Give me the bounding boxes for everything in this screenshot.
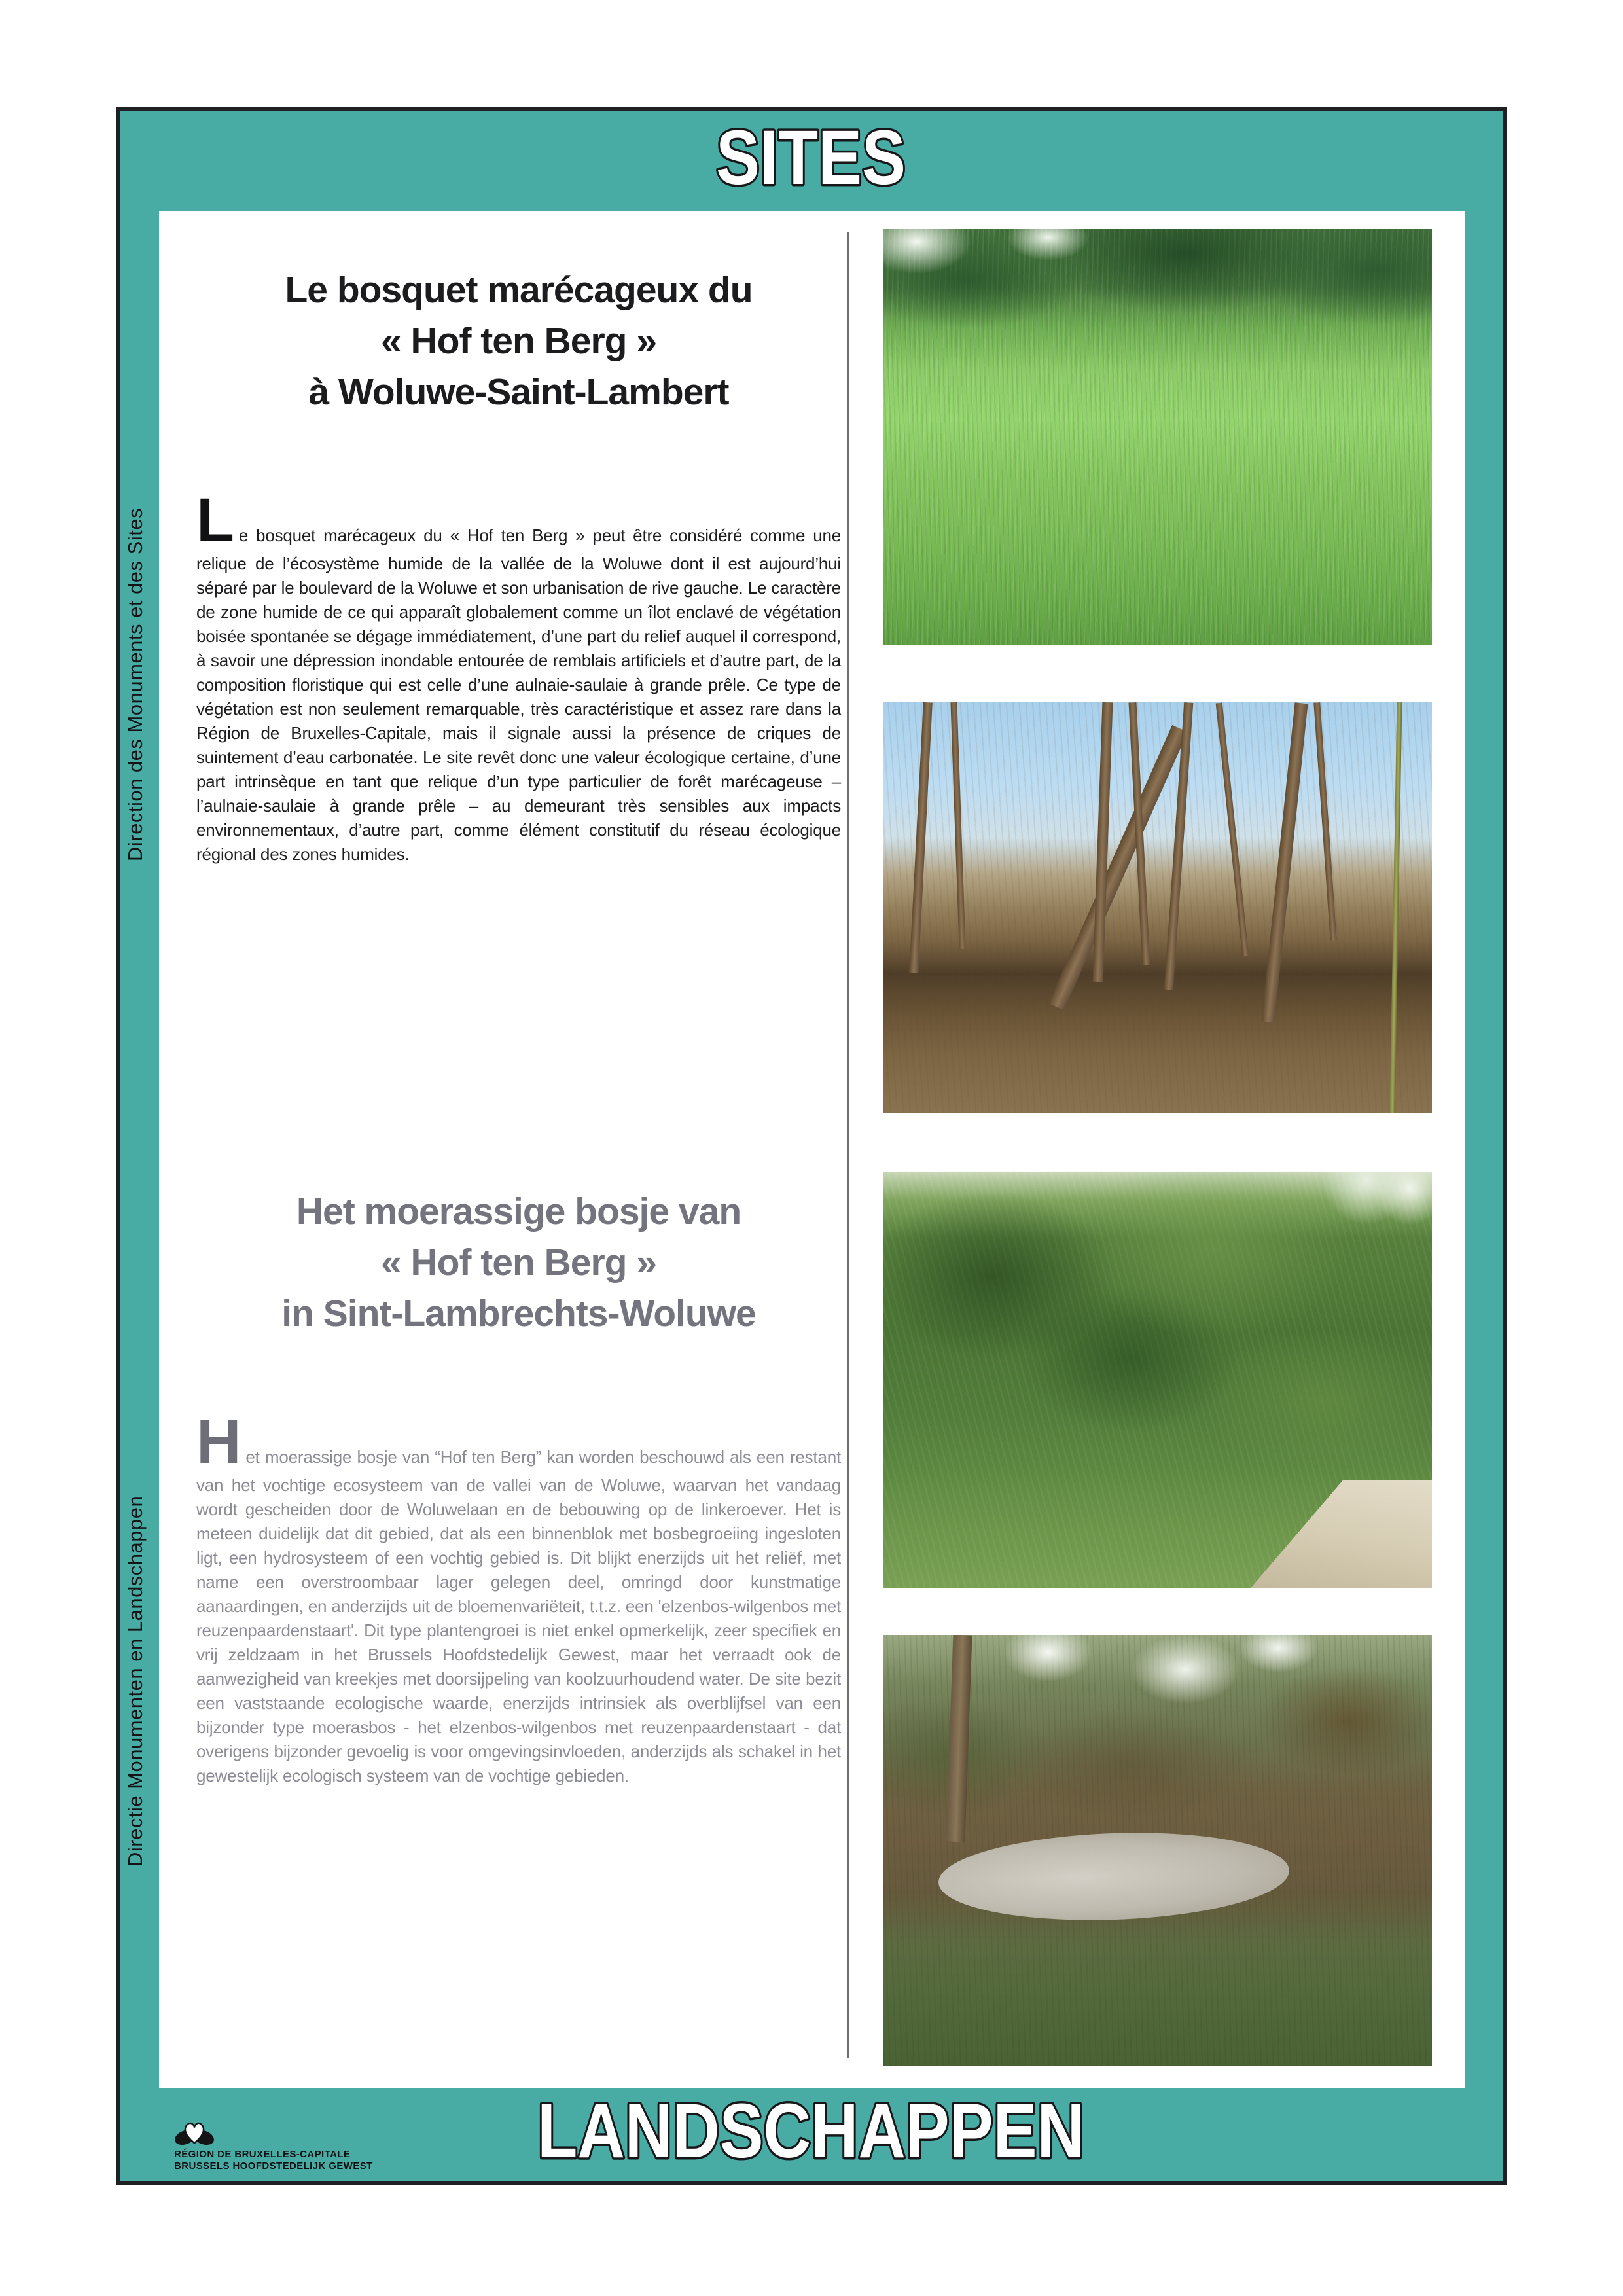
french-body-text: e bosquet marécageux du « Hof ten Berg » peut être considéré comme une relique de l’écosystème humide de la vallée de la Woluwe dont il est aujourd’hui séparé par le boulevard de la Woluwe et son urbanisation de rive gauche. Le caractère de zone humide de ce qui apparaît globalement comme un îlot enclavé de végétation boisée spontanée se dégage immédiatement, d’une part du relief auquel il correspond, à savoir une dépression inondable entourée de remblais artificiels et d’autre part, de la composition floristique qui est celle d’une aulnaie-saulaie à grande prêle. Ce type de végétation est non seulement remarquable, très caractéristique et assez rare dans la Région de Bruxelles-Capitale, mais il signale aussi la présence de criques de suintement d’eau carbonatée. Le site revêt donc une valeur écologique certaine, d’une part intrinsèque en tant que relique d’un type particulier de forêt marécageuse – l’aulnaie-saulaie à grande prêle – au demeurant très sensibles aux impacts environnementaux, d’autre part, comme élément constitutif du réseau écologique régional des zones humides. xyxy=(196,526,841,864)
dutch-paragraph xyxy=(196,1407,841,1788)
dutch-dropcap: H xyxy=(196,1407,241,1477)
tree-trunk xyxy=(909,702,933,974)
dutch-title xyxy=(196,1186,841,1339)
tree-trunk xyxy=(1314,702,1337,941)
column-divider-line xyxy=(847,232,849,2058)
bottom-banner xyxy=(116,2089,1507,2183)
french-title-line1: Le bosquet marécageux du xyxy=(285,269,753,311)
top-banner-title: SITES xyxy=(716,115,906,201)
gravel-path xyxy=(1234,1480,1432,1588)
photo-winter-marsh xyxy=(883,702,1432,1113)
dutch-body-text: et moerassige bosje van “Hof ten Berg” kan worden beschouwd als een restant van het vochtige ecosysteem van de vallei van de Woluwe, waarvan het vandaag wordt gescheiden door de Woluwelaan en de bebouwing op de linkeroever. Het is meteen duidelijk dat dit gebied, dat als een binnenblok met bosbegroeiing ingesloten ligt, een hydrosysteem of een vochtig gebied is. Dit blijkt enerzijds uit het reliëf, met name een overstroombaar lager gelegen deel, omringd door kunstmatige aanaardingen, en anderzijds uit de bloemenvariëteit, t.t.z. een 'elzenbos-wilgenbos met reuzenpaardenstaart'. Dit type plantengroei is niet enkel opmerkelijk, zeer specifiek en vrij zeldzaam in het Brussels Hoofdstedelijk Gewest, maar het verraadt ook de aanwezigheid van kreekjes met doorsijpeling van koolzuurhoudend water. De site bezit een vaststaande ecologische waarde, enerzijds intrinsiek als overblijfsel van een bijzonder type moerasbos - het elzenbos-wilgenbos met reuzenpaardenstaart - dat overigens bijzonder gevoelig is voor omgevingsinvloeden, anderzijds als schakel in het gewestelijk ecologisch systeem van de vochtige gebieden. xyxy=(196,1447,841,1785)
dutch-title-line3: in Sint-Lambrechts-Woluwe xyxy=(281,1293,756,1335)
dutch-title-line1: Het moerassige bosje van xyxy=(296,1191,741,1232)
sidebar-label-french: Direction des Monuments et des Sites xyxy=(124,507,147,861)
bottom-banner-title: LANDSCHAPPEN xyxy=(537,2088,1084,2174)
sidebar-label-dutch: Directie Monumenten en Landschappen xyxy=(124,1495,147,1867)
logo-text-line1: RÉGION DE BRUXELLES-CAPITALE xyxy=(174,2149,351,2160)
tree-trunk xyxy=(950,702,965,949)
marsh-pool-water xyxy=(937,1827,1291,1925)
photo-horsetail-meadow xyxy=(883,229,1432,645)
logo-text-line2: BRUSSELS HOOFDSTEDELIJK GEWEST xyxy=(174,2161,373,2172)
tree-trunk xyxy=(946,1635,972,1842)
french-paragraph xyxy=(196,486,841,867)
french-title xyxy=(196,264,841,418)
tree-trunk xyxy=(1262,702,1308,1022)
photo-green-willows xyxy=(883,1172,1432,1588)
photo-marsh-pool xyxy=(883,1635,1432,2066)
dutch-title-line2: « Hof ten Berg » xyxy=(380,1242,657,1283)
french-title-line3: à Woluwe-Saint-Lambert xyxy=(308,371,729,413)
french-title-line2: « Hof ten Berg » xyxy=(380,320,657,362)
tree-trunk xyxy=(1390,702,1402,1113)
french-dropcap: L xyxy=(196,486,234,555)
tree-trunk xyxy=(1092,702,1113,982)
top-banner xyxy=(116,110,1507,206)
tree-trunk xyxy=(1216,703,1249,957)
